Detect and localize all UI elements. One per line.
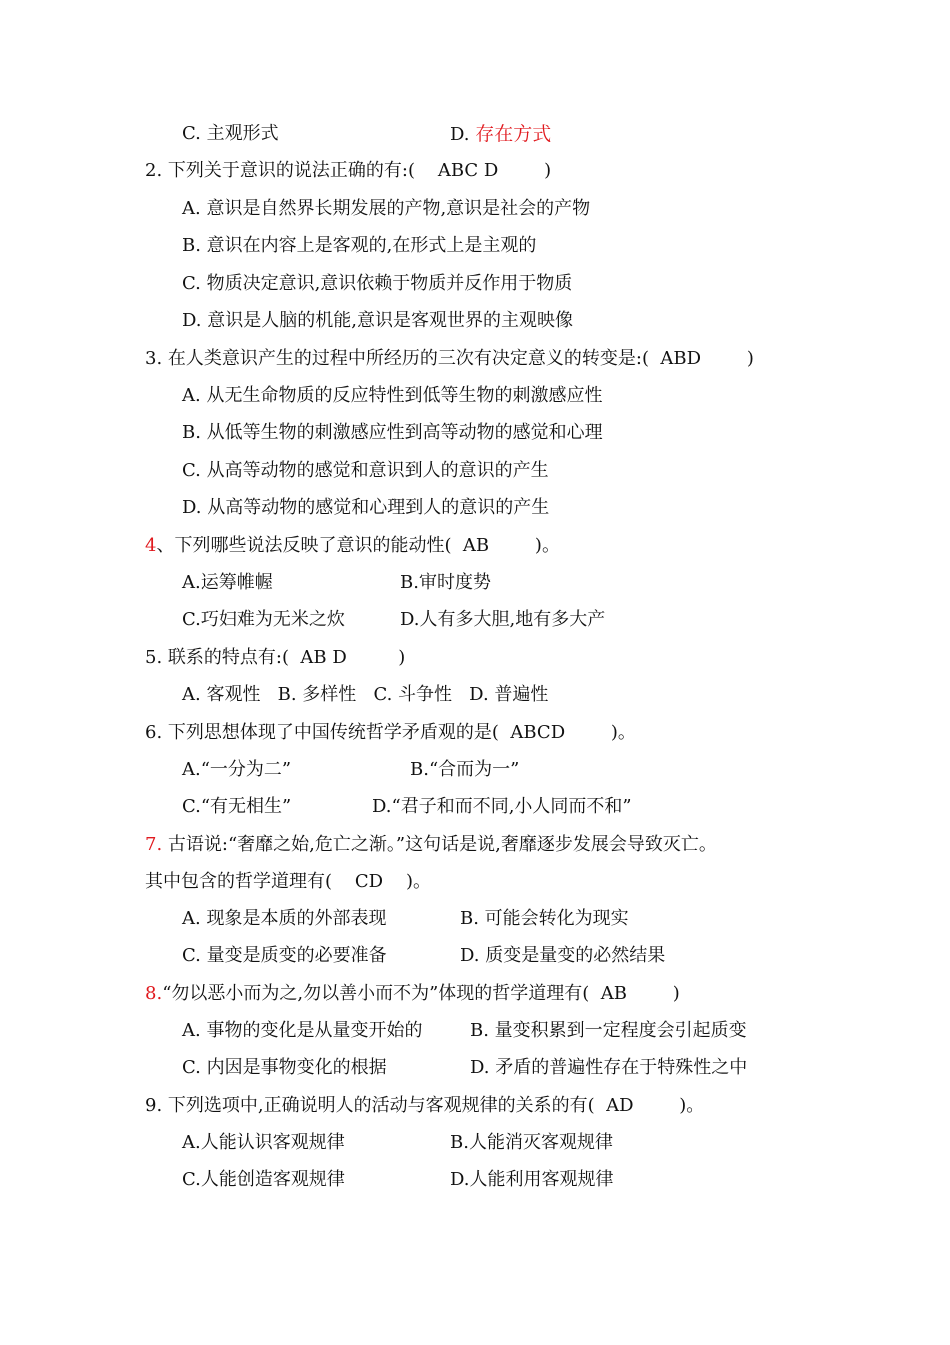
- q8-option-c: C. 内因是事物变化的根据: [182, 1057, 387, 1078]
- q7-option-b: B. 可能会转化为现实: [460, 908, 629, 929]
- q4-number: 4: [145, 535, 157, 556]
- q8-stem: “勿以恶小而为之,勿以善小而不为”体现的哲学道理有( AB ): [162, 983, 680, 1004]
- q4-stem: 、下列哪些说法反映了意识的能动性( AB )。: [156, 535, 560, 556]
- q1-option-c: C. 主观形式: [182, 123, 279, 144]
- q7-option-c: C. 量变是质变的必要准备: [182, 945, 387, 966]
- q2-option-c: C. 物质决定意识,意识依赖于物质并反作用于物质: [182, 273, 573, 294]
- q4-option-d: D.人有多大胆,地有多大产: [400, 609, 606, 630]
- q7-option-d: D. 质变是量变的必然结果: [460, 945, 666, 966]
- q1-option-d-prefix: D.: [450, 124, 476, 145]
- q6-option-b: B.“合而为一”: [410, 759, 520, 780]
- q3-option-a: A. 从无生命物质的反应特性到低等生物的刺激感应性: [182, 385, 603, 406]
- q8-option-d: D. 矛盾的普遍性存在于特殊性之中: [470, 1057, 748, 1078]
- q6-stem: 6. 下列思想体现了中国传统哲学矛盾观的是( ABCD )。: [145, 722, 636, 743]
- q3-option-b: B. 从低等生物的刺激感应性到高等动物的感觉和心理: [182, 422, 603, 443]
- q4-option-b: B.审时度势: [400, 572, 491, 593]
- q8-option-a: A. 事物的变化是从量变开始的: [182, 1020, 423, 1041]
- q3-stem: 3. 在人类意识产生的过程中所经历的三次有决定意义的转变是:( ABD ): [145, 348, 754, 369]
- q9-stem: 9. 下列选项中,正确说明人的活动与客观规律的关系的有( AD )。: [145, 1095, 705, 1116]
- q3-option-d: D. 从高等动物的感觉和心理到人的意识的产生: [182, 497, 550, 518]
- q2-option-d: D. 意识是人脑的机能,意识是客观世界的主观映像: [182, 310, 573, 331]
- q4-option-a: A.运筹帷幄: [182, 572, 273, 593]
- q9-option-a: A.人能认识客观规律: [182, 1132, 345, 1153]
- q8-stem-line: [145, 983, 680, 1005]
- q8-option-b: B. 量变积累到一定程度会引起质变: [470, 1020, 747, 1041]
- q1-option-d: [450, 123, 551, 145]
- q7-option-a: A. 现象是本质的外部表现: [182, 908, 387, 929]
- q7-stem-line: [145, 834, 717, 856]
- q6-option-d: D.“君子和而不同,小人同而不和”: [372, 796, 632, 817]
- q9-option-d: D.人能利用客观规律: [450, 1169, 614, 1190]
- q5-options: A. 客观性 B. 多样性 C. 斗争性 D. 普遍性: [182, 684, 549, 705]
- q2-stem: 2. 下列关于意识的说法正确的有:( ABC D ): [145, 160, 552, 181]
- q4-option-c: C.巧妇难为无米之炊: [182, 609, 345, 630]
- q5-stem: 5. 联系的特点有:( AB D ): [145, 647, 406, 668]
- q7-number: 7.: [145, 834, 163, 855]
- q2-option-b: B. 意识在内容上是客观的,在形式上是主观的: [182, 235, 537, 256]
- q3-option-c: C. 从高等动物的感觉和意识到人的意识的产生: [182, 460, 549, 481]
- q6-option-a: A.“一分为二”: [182, 759, 292, 780]
- q7-stem-continued: 其中包含的哲学道理有( CD )。: [145, 871, 432, 892]
- q8-number: 8.: [145, 983, 163, 1004]
- q9-option-b: B.人能消灭客观规律: [450, 1132, 613, 1153]
- q7-stem: 古语说:“奢靡之始,危亡之渐。”这句话是说,奢靡逐步发展会导致灭亡。: [162, 834, 717, 855]
- q1-option-d-answer: 存在方式: [475, 123, 552, 145]
- q9-option-c: C.人能创造客观规律: [182, 1169, 345, 1190]
- q2-option-a: A. 意识是自然界长期发展的产物,意识是社会的产物: [182, 198, 591, 219]
- q4-stem-line: [145, 535, 560, 557]
- q6-option-c: C.“有无相生”: [182, 796, 292, 817]
